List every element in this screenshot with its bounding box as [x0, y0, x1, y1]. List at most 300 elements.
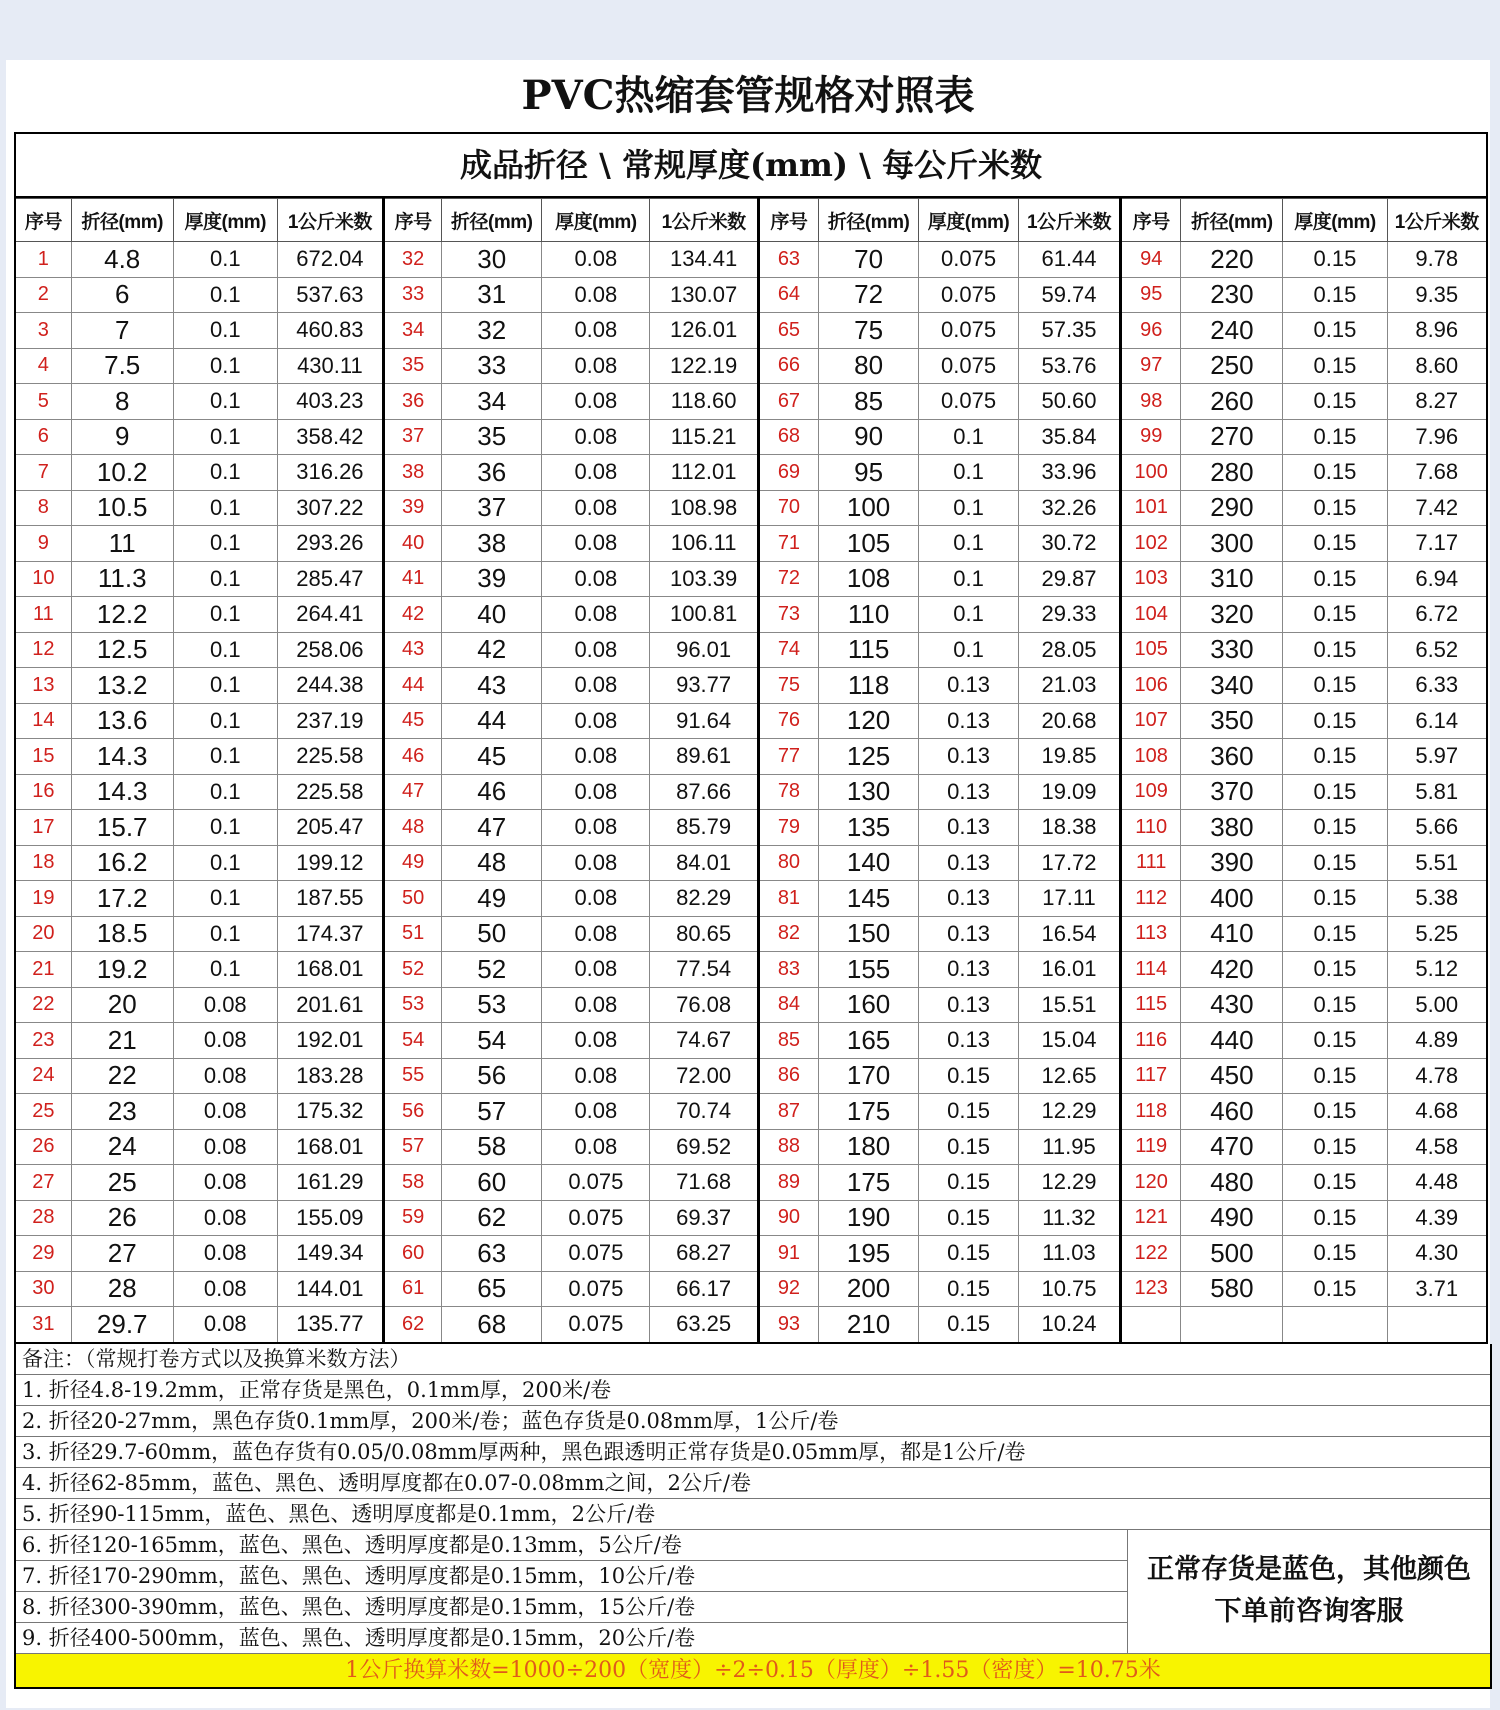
- meters-per-kg-cell: 183.28: [277, 1058, 383, 1094]
- column-header: 1公斤米数: [1387, 199, 1487, 242]
- table-row: [15, 455, 1487, 491]
- flat-width-cell: 480: [1181, 1165, 1283, 1201]
- flat-width-cell: 54: [442, 1023, 542, 1059]
- thickness-cell: 0.15: [1283, 916, 1387, 952]
- meters-per-kg-cell: 430.11: [277, 348, 383, 384]
- flat-width-cell: 90: [819, 419, 919, 455]
- serial-cell: 111: [1121, 845, 1181, 881]
- meters-per-kg-cell: 199.12: [277, 845, 383, 881]
- serial-cell: 19: [15, 881, 71, 917]
- flat-width-cell: 115: [819, 632, 919, 668]
- meters-per-kg-cell: 72.00: [650, 1058, 758, 1094]
- serial-cell: 40: [383, 526, 441, 562]
- flat-width-cell: 11.3: [71, 561, 173, 597]
- meters-per-kg-cell: 21.03: [1019, 668, 1121, 704]
- meters-per-kg-cell: 87.66: [650, 774, 758, 810]
- thickness-cell: 0.13: [919, 668, 1019, 704]
- thickness-cell: 0.1: [173, 774, 277, 810]
- column-header: 1公斤米数: [650, 199, 758, 242]
- flat-width-cell: 120: [819, 703, 919, 739]
- table-row: [15, 881, 1487, 917]
- serial-cell: 10: [15, 561, 71, 597]
- serial-cell: 31: [15, 1307, 71, 1343]
- meters-per-kg-cell: 74.67: [650, 1023, 758, 1059]
- meters-per-kg-cell: 118.60: [650, 384, 758, 420]
- thickness-cell: 0.08: [542, 313, 650, 349]
- serial-cell: 89: [758, 1165, 818, 1201]
- column-header: 序号: [1121, 199, 1181, 242]
- meters-per-kg-cell: 130.07: [650, 277, 758, 313]
- serial-cell: 1: [15, 242, 71, 278]
- serial-cell: 105: [1121, 632, 1181, 668]
- meters-per-kg-cell: 59.74: [1019, 277, 1121, 313]
- thickness-cell: 0.15: [1283, 597, 1387, 633]
- serial-cell: 97: [1121, 348, 1181, 384]
- serial-cell: 116: [1121, 1023, 1181, 1059]
- thickness-cell: 0.08: [173, 987, 277, 1023]
- serial-cell: 49: [383, 845, 441, 881]
- meters-per-kg-cell: 126.01: [650, 313, 758, 349]
- thickness-cell: 0.1: [173, 419, 277, 455]
- serial-cell: 51: [383, 916, 441, 952]
- thickness-cell: 0.08: [542, 668, 650, 704]
- serial-cell: 106: [1121, 668, 1181, 704]
- note-line-1: 1. 折径4.8-19.2mm，正常存货是黑色，0.1mm厚，200米/卷: [16, 1375, 1490, 1406]
- flat-width-cell: 125: [819, 739, 919, 775]
- flat-width-cell: 330: [1181, 632, 1283, 668]
- thickness-cell: 0.13: [919, 810, 1019, 846]
- flat-width-cell: 490: [1181, 1200, 1283, 1236]
- serial-cell: 96: [1121, 313, 1181, 349]
- column-header: 折径(mm): [819, 199, 919, 242]
- serial-cell: 45: [383, 703, 441, 739]
- serial-cell: 7: [15, 455, 71, 491]
- meters-per-kg-cell: 149.34: [277, 1236, 383, 1272]
- flat-width-cell: 48: [442, 845, 542, 881]
- flat-width-cell: 95: [819, 455, 919, 491]
- meters-per-kg-cell: 19.85: [1019, 739, 1121, 775]
- serial-cell: 43: [383, 632, 441, 668]
- thickness-cell: 0.08: [542, 384, 650, 420]
- flat-width-cell: 320: [1181, 597, 1283, 633]
- thickness-cell: 0.08: [173, 1271, 277, 1307]
- meters-per-kg-cell: 11.03: [1019, 1236, 1121, 1272]
- meters-per-kg-cell: 258.06: [277, 632, 383, 668]
- meters-per-kg-cell: 237.19: [277, 703, 383, 739]
- flat-width-cell: 32: [442, 313, 542, 349]
- column-header: 1公斤米数: [1019, 199, 1121, 242]
- serial-cell: 115: [1121, 987, 1181, 1023]
- flat-width-cell: 35: [442, 419, 542, 455]
- flat-width-cell: 62: [442, 1200, 542, 1236]
- meters-per-kg-cell: 6.94: [1387, 561, 1487, 597]
- flat-width-cell: 175: [819, 1165, 919, 1201]
- meters-per-kg-cell: 4.39: [1387, 1200, 1487, 1236]
- spec-grid: [14, 132, 1488, 1689]
- meters-per-kg-cell: 8.96: [1387, 313, 1487, 349]
- thickness-cell: 0.15: [1283, 1236, 1387, 1272]
- meters-per-kg-cell: 5.66: [1387, 810, 1487, 846]
- flat-width-cell: 14.3: [71, 739, 173, 775]
- serial-cell: 86: [758, 1058, 818, 1094]
- flat-width-cell: 14.3: [71, 774, 173, 810]
- thickness-cell: 0.15: [1283, 348, 1387, 384]
- meters-per-kg-cell: 244.38: [277, 668, 383, 704]
- meters-per-kg-cell: 205.47: [277, 810, 383, 846]
- thickness-cell: 0.15: [919, 1058, 1019, 1094]
- meters-per-kg-cell: 19.09: [1019, 774, 1121, 810]
- thickness-cell: 0.15: [1283, 952, 1387, 988]
- flat-width-cell: 43: [442, 668, 542, 704]
- thickness-cell: 0.15: [1283, 455, 1387, 491]
- flat-width-cell: 50: [442, 916, 542, 952]
- meters-per-kg-cell: 5.00: [1387, 987, 1487, 1023]
- meters-per-kg-cell: 100.81: [650, 597, 758, 633]
- flat-width-cell: 20: [71, 987, 173, 1023]
- meters-per-kg-cell: 77.54: [650, 952, 758, 988]
- meters-per-kg-cell: 6.14: [1387, 703, 1487, 739]
- serial-cell: 12: [15, 632, 71, 668]
- flat-width-cell: 15.7: [71, 810, 173, 846]
- thickness-cell: 0.15: [1283, 632, 1387, 668]
- serial-cell: 5: [15, 384, 71, 420]
- serial-cell: 44: [383, 668, 441, 704]
- flat-width-cell: 7.5: [71, 348, 173, 384]
- note-line-4: 4. 折径62-85mm，蓝色、黑色、透明厚度都在0.07-0.08mm之间，2公斤/卷: [16, 1468, 1490, 1499]
- thickness-cell: 0.15: [1283, 668, 1387, 704]
- flat-width-cell: 220: [1181, 242, 1283, 278]
- meters-per-kg-cell: 6.52: [1387, 632, 1487, 668]
- serial-cell: 99: [1121, 419, 1181, 455]
- serial-cell: 4: [15, 348, 71, 384]
- meters-per-kg-cell: 225.58: [277, 739, 383, 775]
- serial-cell: 78: [758, 774, 818, 810]
- flat-width-cell: 250: [1181, 348, 1283, 384]
- serial-cell: 46: [383, 739, 441, 775]
- flat-width-cell: 10.2: [71, 455, 173, 491]
- flat-width-cell: 24: [71, 1129, 173, 1165]
- table-row: [15, 561, 1487, 597]
- flat-width-cell: 75: [819, 313, 919, 349]
- table-row: [15, 739, 1487, 775]
- serial-cell: 61: [383, 1271, 441, 1307]
- serial-cell: 77: [758, 739, 818, 775]
- thickness-cell: 0.08: [542, 916, 650, 952]
- flat-width-cell: 350: [1181, 703, 1283, 739]
- serial-cell: 32: [383, 242, 441, 278]
- thickness-cell: 0.08: [542, 987, 650, 1023]
- thickness-cell: 0.15: [1283, 384, 1387, 420]
- thickness-cell: 0.08: [542, 597, 650, 633]
- thickness-cell: 0.13: [919, 845, 1019, 881]
- serial-cell: 25: [15, 1094, 71, 1130]
- flat-width-cell: 57: [442, 1094, 542, 1130]
- meters-per-kg-cell: 5.51: [1387, 845, 1487, 881]
- meters-per-kg-cell: 93.77: [650, 668, 758, 704]
- meters-per-kg-cell: 16.01: [1019, 952, 1121, 988]
- flat-width-cell: 58: [442, 1129, 542, 1165]
- flat-width-cell: 7: [71, 313, 173, 349]
- table-row: [15, 277, 1487, 313]
- flat-width-cell: 135: [819, 810, 919, 846]
- serial-cell: 117: [1121, 1058, 1181, 1094]
- column-header: 1公斤米数: [277, 199, 383, 242]
- thickness-cell: 0.13: [919, 952, 1019, 988]
- thickness-cell: 0.1: [173, 703, 277, 739]
- meters-per-kg-cell: 12.29: [1019, 1094, 1121, 1130]
- thickness-cell: 0.13: [919, 739, 1019, 775]
- flat-width-cell: 60: [442, 1165, 542, 1201]
- flat-width-cell: 140: [819, 845, 919, 881]
- thickness-cell: 0.15: [1283, 490, 1387, 526]
- flat-width-cell: 380: [1181, 810, 1283, 846]
- flat-width-cell: 12.5: [71, 632, 173, 668]
- thickness-cell: 0.15: [1283, 1129, 1387, 1165]
- table-subtitle: 成品折径 \ 常规厚度(mm) \ 每公斤米数: [14, 134, 1488, 198]
- flat-width-cell: 44: [442, 703, 542, 739]
- flat-width-cell: 195: [819, 1236, 919, 1272]
- meters-per-kg-cell: 17.72: [1019, 845, 1121, 881]
- note-line-8: 8. 折径300-390mm，蓝色、黑色、透明厚度都是0.15mm，15公斤/卷: [16, 1592, 1127, 1623]
- thickness-cell: 0.15: [1283, 242, 1387, 278]
- meters-per-kg-cell: [1387, 1307, 1487, 1343]
- table-row: [15, 419, 1487, 455]
- thickness-cell: 0.08: [542, 490, 650, 526]
- meters-per-kg-cell: 89.61: [650, 739, 758, 775]
- meters-per-kg-cell: 403.23: [277, 384, 383, 420]
- flat-width-cell: 230: [1181, 277, 1283, 313]
- stock-color-note: 正常存货是蓝色，其他颜色下单前咨询客服: [1128, 1530, 1490, 1654]
- serial-cell: 114: [1121, 952, 1181, 988]
- flat-width-cell: 68: [442, 1307, 542, 1343]
- meters-per-kg-cell: 460.83: [277, 313, 383, 349]
- flat-width-cell: 52: [442, 952, 542, 988]
- serial-cell: [1121, 1307, 1181, 1343]
- meters-per-kg-cell: 84.01: [650, 845, 758, 881]
- flat-width-cell: 40: [442, 597, 542, 633]
- serial-cell: 119: [1121, 1129, 1181, 1165]
- serial-cell: 75: [758, 668, 818, 704]
- thickness-cell: 0.1: [173, 455, 277, 491]
- meters-per-kg-cell: 358.42: [277, 419, 383, 455]
- thickness-cell: 0.1: [173, 526, 277, 562]
- column-header: 厚度(mm): [173, 199, 277, 242]
- meters-per-kg-cell: 85.79: [650, 810, 758, 846]
- thickness-cell: 0.08: [542, 632, 650, 668]
- meters-per-kg-cell: 29.33: [1019, 597, 1121, 633]
- meters-per-kg-cell: 537.63: [277, 277, 383, 313]
- flat-width-cell: 170: [819, 1058, 919, 1094]
- serial-cell: 18: [15, 845, 71, 881]
- meters-per-kg-cell: 71.68: [650, 1165, 758, 1201]
- meters-per-kg-cell: 17.11: [1019, 881, 1121, 917]
- serial-cell: 13: [15, 668, 71, 704]
- serial-cell: 82: [758, 916, 818, 952]
- meters-per-kg-cell: 5.12: [1387, 952, 1487, 988]
- flat-width-cell: 165: [819, 1023, 919, 1059]
- thickness-cell: 0.075: [542, 1200, 650, 1236]
- thickness-cell: 0.13: [919, 881, 1019, 917]
- meters-per-kg-cell: 10.75: [1019, 1271, 1121, 1307]
- thickness-cell: 0.08: [542, 1129, 650, 1165]
- meters-per-kg-cell: 225.58: [277, 774, 383, 810]
- thickness-cell: 0.1: [173, 845, 277, 881]
- thickness-cell: 0.08: [542, 845, 650, 881]
- meters-per-kg-cell: 70.74: [650, 1094, 758, 1130]
- meters-per-kg-cell: 4.30: [1387, 1236, 1487, 1272]
- flat-width-cell: 180: [819, 1129, 919, 1165]
- table-row: [15, 1236, 1487, 1272]
- thickness-cell: 0.15: [1283, 774, 1387, 810]
- serial-cell: 48: [383, 810, 441, 846]
- flat-width-cell: 370: [1181, 774, 1283, 810]
- serial-cell: 123: [1121, 1271, 1181, 1307]
- thickness-cell: 0.15: [1283, 1094, 1387, 1130]
- serial-cell: 16: [15, 774, 71, 810]
- thickness-cell: 0.08: [542, 419, 650, 455]
- flat-width-cell: 29.7: [71, 1307, 173, 1343]
- flat-width-cell: 460: [1181, 1094, 1283, 1130]
- meters-per-kg-cell: 4.58: [1387, 1129, 1487, 1165]
- serial-cell: 65: [758, 313, 818, 349]
- thickness-cell: 0.15: [1283, 1023, 1387, 1059]
- serial-cell: 42: [383, 597, 441, 633]
- thickness-cell: 0.1: [919, 490, 1019, 526]
- thickness-cell: 0.08: [173, 1307, 277, 1343]
- notes-split: [16, 1530, 1490, 1654]
- meters-per-kg-cell: 174.37: [277, 916, 383, 952]
- flat-width-cell: 160: [819, 987, 919, 1023]
- flat-width-cell: 400: [1181, 881, 1283, 917]
- flat-width-cell: 108: [819, 561, 919, 597]
- meters-per-kg-cell: 168.01: [277, 952, 383, 988]
- flat-width-cell: 30: [442, 242, 542, 278]
- serial-cell: 23: [15, 1023, 71, 1059]
- serial-cell: 54: [383, 1023, 441, 1059]
- table-body: [15, 242, 1487, 1343]
- flat-width-cell: 470: [1181, 1129, 1283, 1165]
- thickness-cell: 0.1: [919, 455, 1019, 491]
- serial-cell: 108: [1121, 739, 1181, 775]
- meters-per-kg-cell: 76.08: [650, 987, 758, 1023]
- notes-left-column: [16, 1530, 1128, 1654]
- flat-width-cell: 260: [1181, 384, 1283, 420]
- serial-cell: 21: [15, 952, 71, 988]
- thickness-cell: 0.08: [173, 1200, 277, 1236]
- flat-width-cell: 440: [1181, 1023, 1283, 1059]
- thickness-cell: 0.08: [173, 1129, 277, 1165]
- serial-cell: 113: [1121, 916, 1181, 952]
- flat-width-cell: 240: [1181, 313, 1283, 349]
- flat-width-cell: 6: [71, 277, 173, 313]
- flat-width-cell: 17.2: [71, 881, 173, 917]
- flat-width-cell: 500: [1181, 1236, 1283, 1272]
- serial-cell: 53: [383, 987, 441, 1023]
- serial-cell: 52: [383, 952, 441, 988]
- meters-per-kg-cell: 12.65: [1019, 1058, 1121, 1094]
- table-row: [15, 1271, 1487, 1307]
- meters-per-kg-cell: 4.78: [1387, 1058, 1487, 1094]
- serial-cell: 56: [383, 1094, 441, 1130]
- meters-per-kg-cell: 69.52: [650, 1129, 758, 1165]
- thickness-cell: 0.15: [1283, 739, 1387, 775]
- flat-width-cell: 34: [442, 384, 542, 420]
- meters-per-kg-cell: 7.68: [1387, 455, 1487, 491]
- thickness-cell: 0.075: [919, 277, 1019, 313]
- meters-per-kg-cell: 50.60: [1019, 384, 1121, 420]
- flat-width-cell: 16.2: [71, 845, 173, 881]
- meters-per-kg-cell: 6.72: [1387, 597, 1487, 633]
- serial-cell: 70: [758, 490, 818, 526]
- thickness-cell: 0.1: [173, 242, 277, 278]
- thickness-cell: 0.08: [542, 561, 650, 597]
- flat-width-cell: 10.5: [71, 490, 173, 526]
- thickness-cell: 0.1: [173, 597, 277, 633]
- meters-per-kg-cell: 30.72: [1019, 526, 1121, 562]
- thickness-cell: 0.08: [542, 242, 650, 278]
- meters-per-kg-cell: 12.29: [1019, 1165, 1121, 1201]
- serial-cell: 50: [383, 881, 441, 917]
- meters-per-kg-cell: 68.27: [650, 1236, 758, 1272]
- meters-per-kg-cell: 134.41: [650, 242, 758, 278]
- meters-per-kg-cell: 4.68: [1387, 1094, 1487, 1130]
- serial-cell: 67: [758, 384, 818, 420]
- serial-cell: 64: [758, 277, 818, 313]
- flat-width-cell: 13.2: [71, 668, 173, 704]
- thickness-cell: 0.08: [542, 1094, 650, 1130]
- table-row: [15, 597, 1487, 633]
- meters-per-kg-cell: 7.96: [1387, 419, 1487, 455]
- meters-per-kg-cell: 201.61: [277, 987, 383, 1023]
- meters-per-kg-cell: 16.54: [1019, 916, 1121, 952]
- flat-width-cell: 39: [442, 561, 542, 597]
- table-header-row: [15, 199, 1487, 242]
- serial-cell: 59: [383, 1200, 441, 1236]
- flat-width-cell: 11: [71, 526, 173, 562]
- flat-width-cell: 38: [442, 526, 542, 562]
- meters-per-kg-cell: 53.76: [1019, 348, 1121, 384]
- meters-per-kg-cell: 9.35: [1387, 277, 1487, 313]
- meters-per-kg-cell: 63.25: [650, 1307, 758, 1343]
- note-line-9: 9. 折径400-500mm，蓝色、黑色、透明厚度都是0.15mm，20公斤/卷: [16, 1623, 1127, 1654]
- serial-cell: 30: [15, 1271, 71, 1307]
- thickness-cell: 0.1: [173, 348, 277, 384]
- serial-cell: 41: [383, 561, 441, 597]
- thickness-cell: 0.08: [542, 455, 650, 491]
- serial-cell: 94: [1121, 242, 1181, 278]
- serial-cell: 92: [758, 1271, 818, 1307]
- serial-cell: 69: [758, 455, 818, 491]
- flat-width-cell: 580: [1181, 1271, 1283, 1307]
- table-row: [15, 348, 1487, 384]
- flat-width-cell: 45: [442, 739, 542, 775]
- flat-width-cell: 27: [71, 1236, 173, 1272]
- meters-per-kg-cell: 80.65: [650, 916, 758, 952]
- meters-per-kg-cell: 28.05: [1019, 632, 1121, 668]
- serial-cell: 3: [15, 313, 71, 349]
- serial-cell: 2: [15, 277, 71, 313]
- meters-per-kg-cell: 35.84: [1019, 419, 1121, 455]
- serial-cell: 28: [15, 1200, 71, 1236]
- flat-width-cell: 155: [819, 952, 919, 988]
- meters-per-kg-cell: 7.17: [1387, 526, 1487, 562]
- thickness-cell: 0.075: [919, 242, 1019, 278]
- meters-per-kg-cell: 91.64: [650, 703, 758, 739]
- serial-cell: 11: [15, 597, 71, 633]
- flat-width-cell: 33: [442, 348, 542, 384]
- flat-width-cell: 23: [71, 1094, 173, 1130]
- thickness-cell: 0.1: [173, 916, 277, 952]
